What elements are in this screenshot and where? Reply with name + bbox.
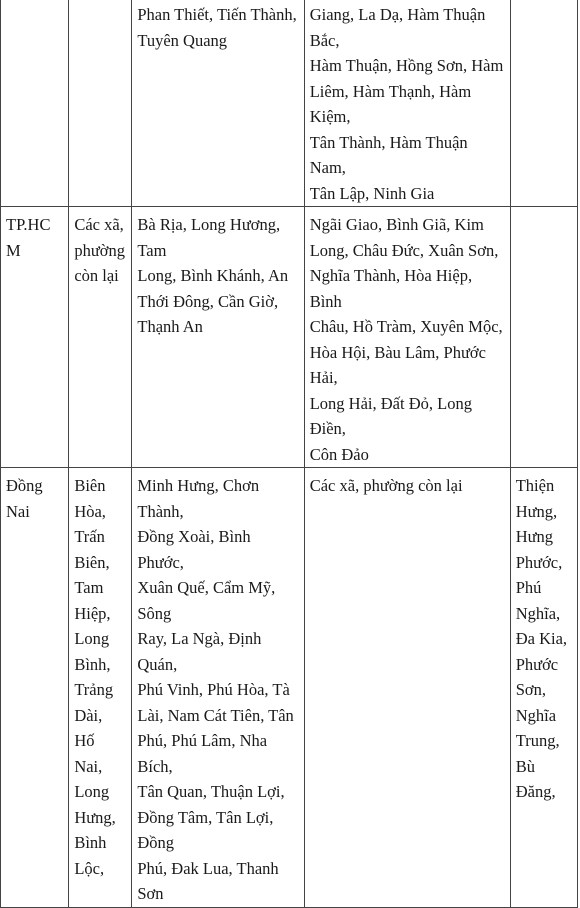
province-cell: Đồng Nai (1, 468, 69, 908)
table-row (1, 468, 578, 908)
table-row (1, 207, 578, 468)
list-cell-c (510, 207, 577, 468)
province-cell: TP.HCM (1, 207, 69, 468)
list-cell-a: Phan Thiết, Tiến Thành, Tuyên Quang (132, 0, 304, 207)
list-cell-b: Ngãi Giao, Bình Giã, Kim Long, Châu Đức, Xuân Sơn, Nghĩa Thành, Hòa Hiệp, Bình Châu, Hồ Tràm, Xuyên Mộc, Hòa Hội, Bàu Lâm, Phước Hải, Long Hải, Đất Đỏ, Long Điền, Côn Đảo (304, 207, 510, 468)
list-cell-c (510, 0, 577, 207)
list-cell-c: Thiện Hưng, Hưng Phước, Phú Nghĩa, Đa Kia, Phước Sơn, Nghĩa Trung, Bù Đăng, (510, 468, 577, 908)
wards-cell: Các xã, phường còn lại (69, 207, 132, 468)
list-cell-b: Giang, La Dạ, Hàm Thuận Bắc, Hàm Thuận, Hồng Sơn, Hàm Liêm, Hàm Thạnh, Hàm Kiệm, Tân Thành, Hàm Thuận Nam, Tân Lập, Ninh Gia (304, 0, 510, 207)
list-cell-a: Minh Hưng, Chơn Thành, Đồng Xoài, Bình Phước, Xuân Quế, Cẩm Mỹ, Sông Ray, La Ngà, Định Quán, Phú Vinh, Phú Hòa, Tà Lài, Nam Cát Tiên, Tân Phú, Phú Lâm, Nha Bích, Tân Quan, Thuận Lợi, Đồng Tâm, Tân Lợi, Đồng Phú, Đak Lua, Thanh Sơn (132, 468, 304, 908)
list-cell-b: Các xã, phường còn lại (304, 468, 510, 908)
list-cell-a: Bà Rịa, Long Hương, Tam Long, Bình Khánh, An Thới Đông, Cần Giờ, Thạnh An (132, 207, 304, 468)
table-row (1, 0, 578, 207)
province-cell (1, 0, 69, 207)
wards-cell (69, 0, 132, 207)
wards-cell: Biên Hòa, Trấn Biên, Tam Hiệp, Long Bình, Trảng Dài, Hố Nai, Long Hưng, Bình Lộc, (69, 468, 132, 908)
